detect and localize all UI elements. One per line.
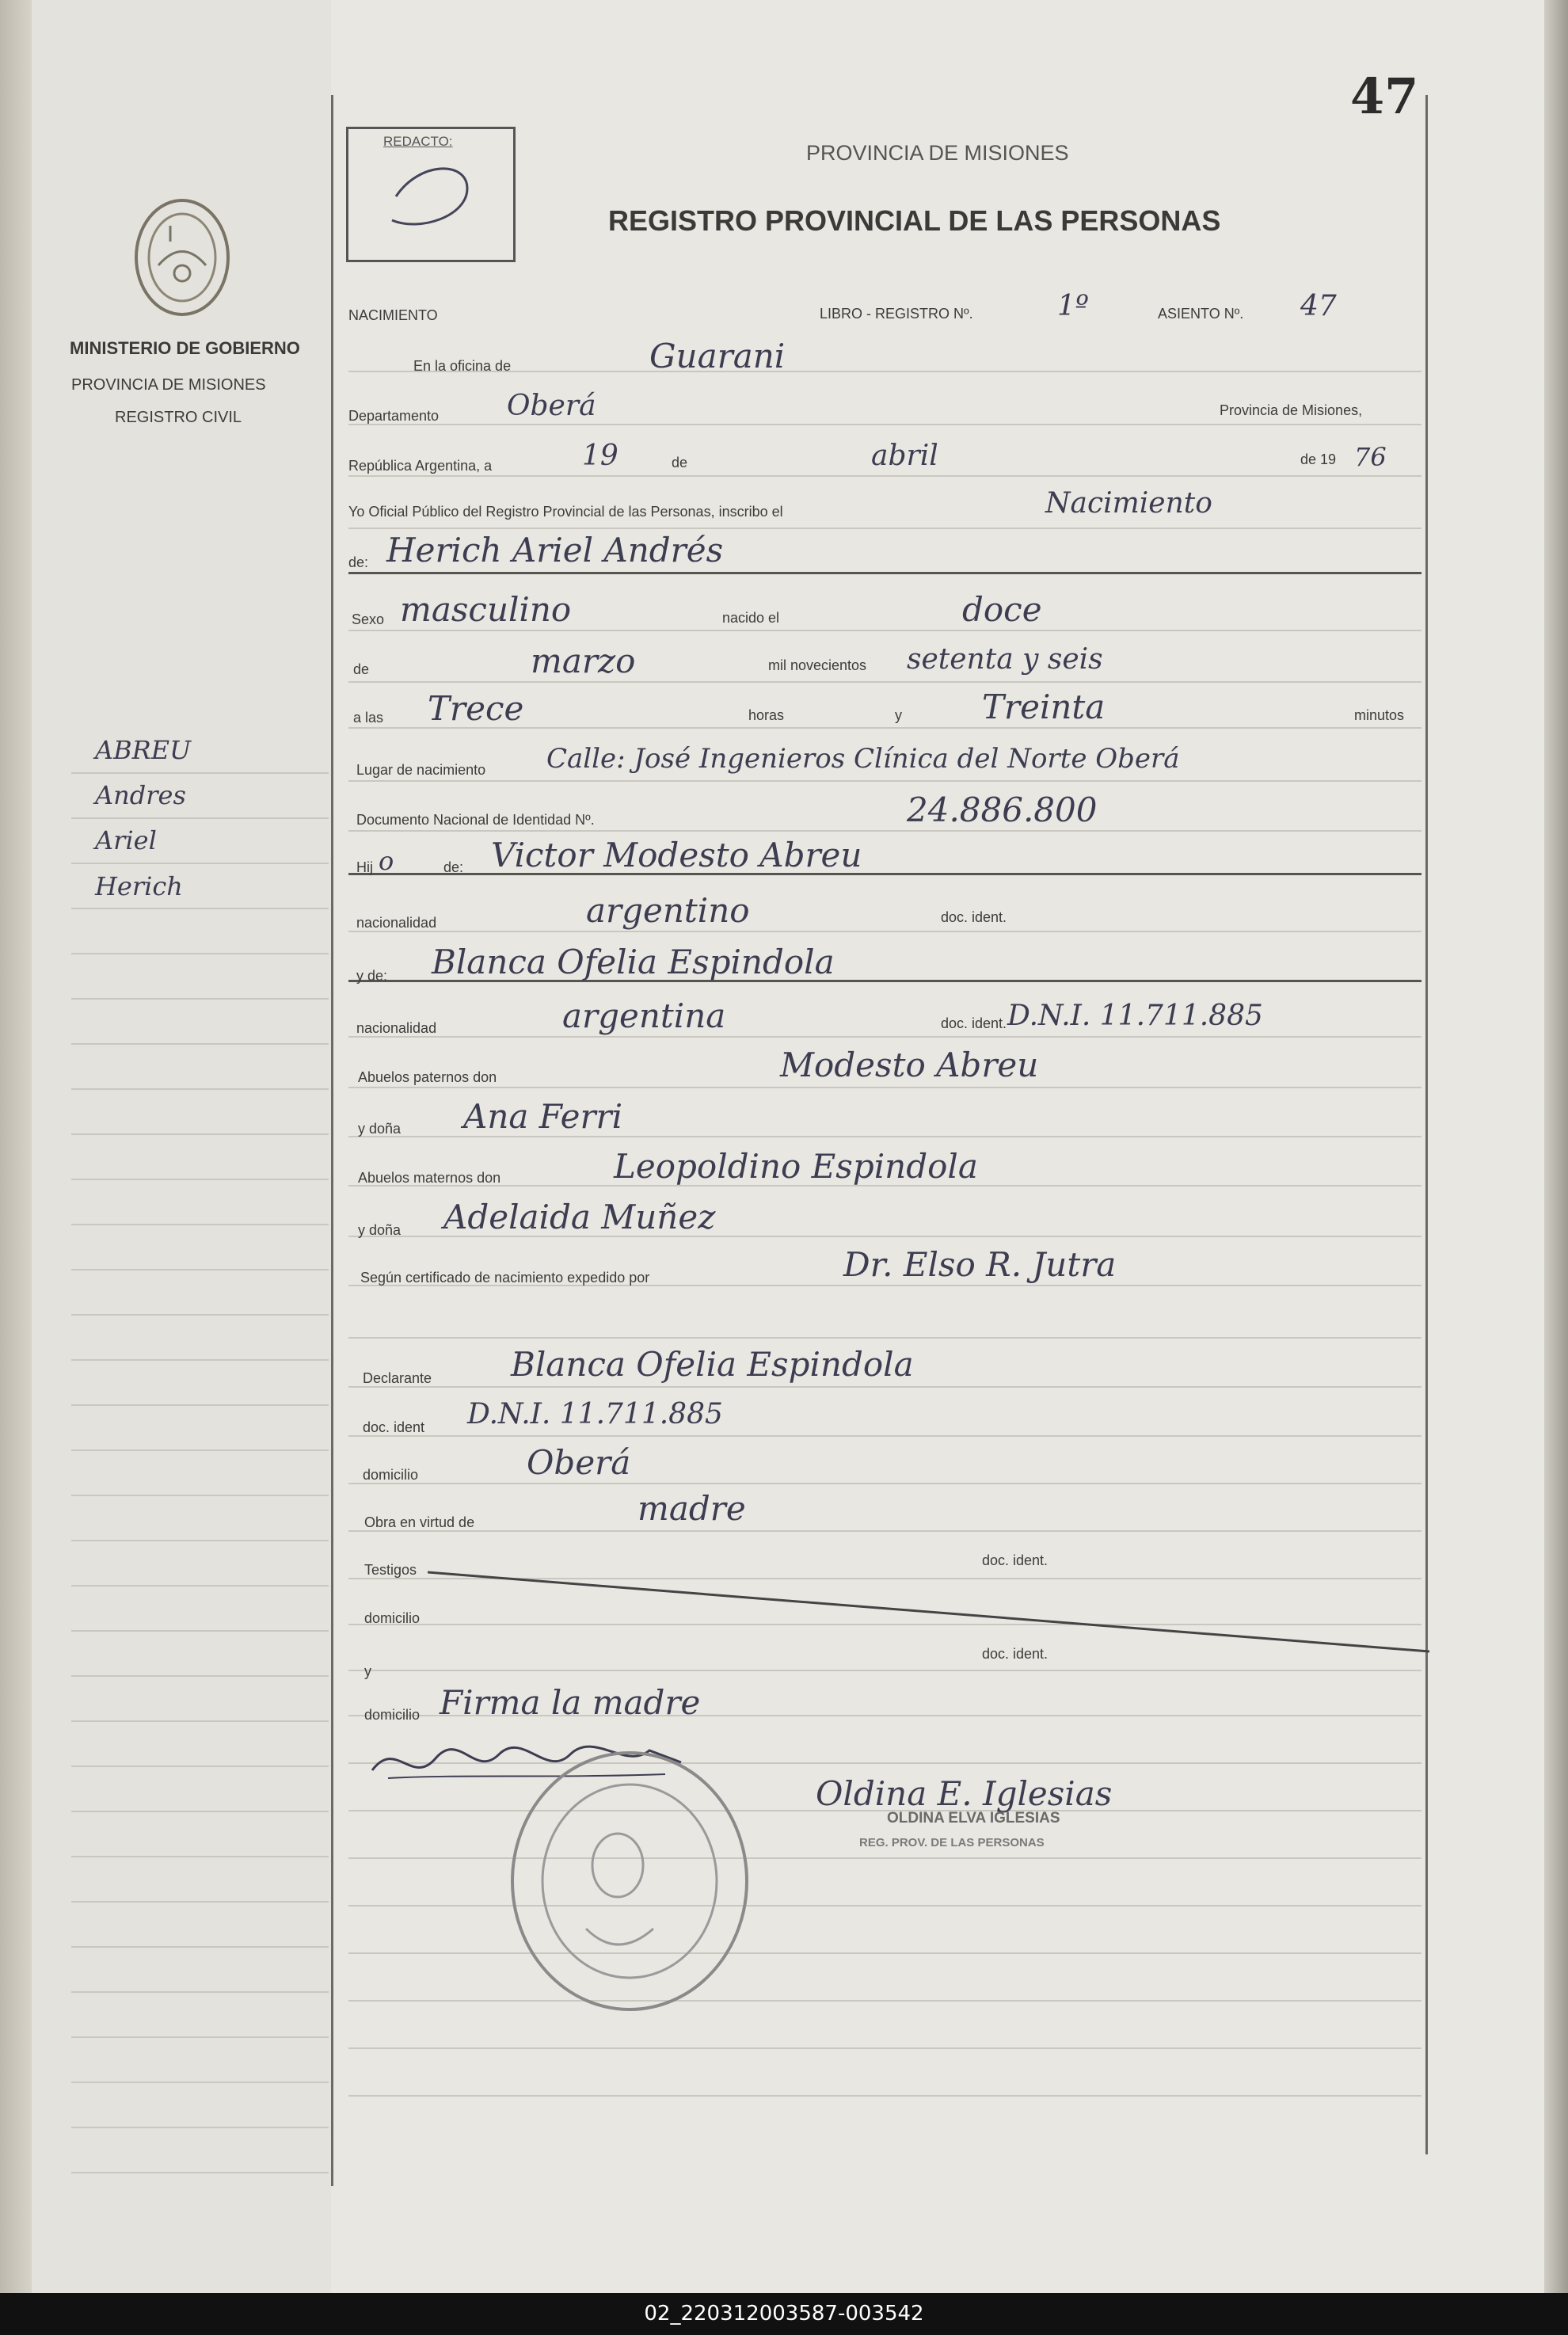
official-signature: Oldina E. Iglesias [816,1774,1113,1813]
father-nationality: argentino [586,891,750,930]
sexo-label: Sexo [352,611,385,627]
mil-label: mil novecientos [768,657,867,673]
sexo-value: masculino [400,590,572,629]
nacido-value: doce [962,590,1042,629]
libro-label: LIBRO - REGISTRO Nº. [820,306,973,322]
dia-value: 19 [582,440,618,472]
de2-label: de [353,661,370,677]
abuela-materna: Adelaida Muñez [443,1198,716,1236]
hijo-de-label: de: [443,859,464,875]
nacido-label: nacido el [722,610,780,626]
minutos-label: minutos [1354,707,1405,723]
provincia-label: Provincia de Misiones, [1220,402,1363,418]
mother-doc-label: doc. ident. [941,1015,1007,1031]
oficina-value: Guarani [649,337,786,375]
image-id-footer: 02_220312003587-003542 [0,2293,1568,2335]
alas-label: a las [353,710,384,726]
hijo-label: Hij [356,859,373,875]
lugar-label: Lugar de nacimiento [356,762,486,778]
margin-note-line: Herich [95,871,183,901]
minutos-value: Treinta [982,688,1106,726]
dni-value: 24.886.800 [907,790,1098,829]
mother-nationality: argentina [562,996,726,1035]
nacimiento-label: NACIMIENTO [348,307,438,323]
redacto-box [346,127,516,262]
mes-value: abril [871,440,938,472]
anio-value: 76 [1354,442,1387,472]
coat-of-arms-icon [127,190,238,325]
official-seal-icon [507,1746,752,2016]
lugar-value: Calle: José Ingenieros Clínica del Norte Oberá [546,743,1180,775]
right-rule [1425,95,1428,2154]
margin-note-line: Andres [95,780,186,810]
horas-label: horas [748,707,785,723]
father-name: Victor Modesto Abreu [491,836,862,874]
departamento-label: Departamento [348,408,440,424]
oficial-value: Nacimiento [1045,487,1212,520]
ydona2-label: y doña [358,1222,402,1238]
oficina-label: En la oficina de [413,358,512,374]
domicilio-label: domicilio [363,1467,419,1483]
republica-label: República Argentina, a [348,458,493,474]
testigo2-doc-label: doc. ident. [982,1646,1049,1662]
obra-label: Obra en virtud de [364,1514,475,1530]
domicilio-value: Oberá [527,1443,631,1482]
anio-label: de 19 [1300,451,1337,467]
dni-label: Documento Nacional de Identidad Nº. [356,812,595,828]
margin-note-line: Ariel [95,825,157,855]
mother-doc: D.N.I. 11.711.885 [1007,1000,1263,1032]
testigos-strike-line [428,1568,1433,1655]
de-name-label: de: [348,554,369,570]
certificado-label: Según certificado de nacimiento expedido por [360,1270,650,1286]
ydona-label: y doña [358,1121,402,1137]
horas-value: Trece [428,689,524,728]
abuela-paterna: Ana Ferri [463,1097,623,1136]
asiento-value: 47 [1300,290,1337,322]
margin-rule [331,95,333,2186]
page-number: 47 [1350,67,1419,125]
ministry-registry: REGISTRO CIVIL [115,409,242,426]
father-doc-label: doc. ident. [941,909,1007,925]
abuelo-materno: Leopoldino Espindola [614,1147,978,1186]
declarante-doc: D.N.I. 11.711.885 [467,1398,723,1430]
book-spine [0,0,32,2293]
oficial-label: Yo Oficial Público del Registro Provincial de las Personas, inscribo el [348,504,783,520]
official-stamp-name: OLDINA ELVA IGLESIAS [887,1810,1060,1826]
margin-note-line: ABREU [95,735,192,765]
abuelos-paternos-label: Abuelos paternos don [358,1069,497,1085]
mother-name: Blanca Ofelia Espindola [432,943,835,981]
de-label: de [672,455,688,470]
redacto-label: REDACTO: [383,134,453,149]
abuelos-maternos-label: Abuelos maternos don [358,1170,501,1186]
page-edge [1544,0,1568,2293]
anio-nac-value: setenta y seis [907,643,1103,676]
testigo1-domicilio-label: domicilio [364,1610,421,1626]
hijo-suffix: o [379,846,394,876]
y-label: y [895,707,902,723]
yde-label: y de: [356,968,388,984]
registry-title: REGISTRO PROVINCIAL DE LAS PERSONAS [608,204,1221,237]
official-stamp-office: REG. PROV. DE LAS PERSONAS [859,1836,1045,1849]
province-heading: PROVINCIA DE MISIONES [806,141,1069,165]
certificado-value: Dr. Elso R. Jutra [843,1245,1117,1284]
obra-value: madre [637,1489,746,1528]
redacto-mark [348,129,513,260]
firma-note: Firma la madre [440,1683,701,1722]
ministry-province: PROVINCIA DE MISIONES [71,376,266,394]
declarante-label: Declarante [363,1370,432,1386]
mother-nationality-label: nacionalidad [356,1020,437,1036]
testigo1-doc-label: doc. ident. [982,1552,1049,1568]
mes-nac-value: marzo [531,642,636,680]
ministry-title: MINISTERIO DE GOBIERNO [70,338,300,358]
declarante-value: Blanca Ofelia Espindola [511,1345,914,1384]
testigos-label: Testigos [364,1562,417,1578]
child-name: Herich Ariel Andrés [386,531,724,569]
declarante-doc-label: doc. ident [363,1419,425,1435]
departamento-value: Oberá [507,390,596,422]
y2-label: y [364,1663,371,1679]
libro-value: 1º [1057,290,1089,322]
abuelo-paterno: Modesto Abreu [780,1046,1039,1084]
asiento-label: ASIENTO Nº. [1158,306,1244,322]
father-nationality-label: nacionalidad [356,915,437,931]
testigo2-domicilio-label: domicilio [364,1707,421,1723]
